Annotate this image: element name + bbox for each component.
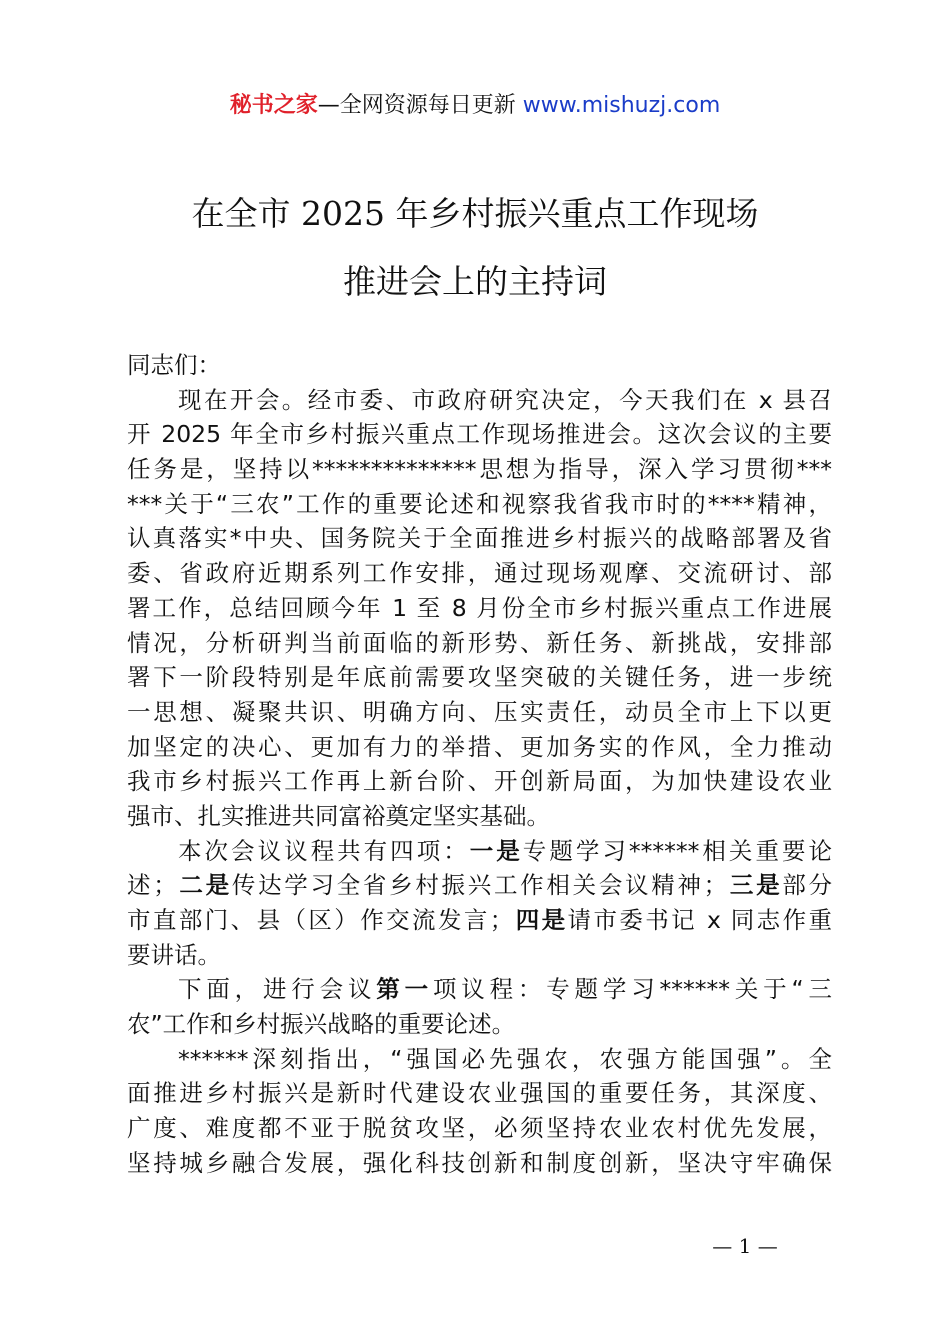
doc-body [127, 348, 832, 1181]
p1-line: 一思想、凝聚共识、明确方向、压实责任，动员全市上下以更 [127, 697, 832, 726]
p1-line: 署下一阶段特别是年底前需要攻坚突破的关键任务，进一步统 [127, 663, 832, 692]
tagline: —全网资源每日更新 [317, 93, 523, 118]
paragraph-2-line [127, 903, 832, 938]
paragraph-4 [127, 1042, 832, 1181]
bold-text: 一是 [469, 836, 523, 865]
p1-line: 任务是，坚持以**************思想为指导，深入学习贯彻*** [127, 455, 832, 484]
p4-line: 广度、难度都不亚于脱贫攻坚，必须坚持农业农村优先发展， [127, 1114, 832, 1143]
paragraph-2-line: 要讲话。 [127, 940, 221, 969]
text: 专题学习******相关重要论 [522, 836, 833, 865]
text: 述； [127, 871, 177, 900]
bold-text: 第一 [376, 975, 433, 1004]
paragraph-1 [127, 383, 832, 834]
salutation: 同志们： [127, 351, 221, 379]
page-number: — 1 — [712, 1234, 778, 1258]
text: 本次会议议程共有四项： [178, 836, 470, 865]
doc-title-line-2: 推进会上的主持词 [343, 262, 607, 301]
text: 下面，进行会议 [178, 975, 377, 1004]
text: 部分 [782, 871, 833, 900]
p1-line: 强市、扎实推进共同富裕奠定坚实基础。 [127, 801, 550, 830]
p4-line: 坚持城乡融合发展，强化科技创新和制度创新，坚决守牢确保 [127, 1148, 832, 1177]
p1-line: 认真落实*中央、国务院关于全面推进乡村振兴的战略部署及省 [127, 524, 832, 553]
paragraph-2-line [127, 868, 832, 903]
p1-line: 我市乡村振兴工作再上新台阶、开创新局面，为加快建设农业 [127, 767, 832, 796]
bold-text: 四是 [513, 906, 568, 934]
bold-text: 二是 [176, 871, 232, 900]
text: 项议程：专题学习******关于“三 [432, 975, 833, 1004]
doc-title-line-1: 在全市 2025 年乡村振兴重点工作现场 [191, 194, 759, 233]
p1-line: ***关于“三农”工作的重要论述和视察我省我市时的****精神， [127, 489, 832, 518]
p1-line: 署工作，总结回顾今年 1 至 8 月份全市乡村振兴重点工作进展 [127, 593, 832, 622]
p1-line: 开 2025 年全市乡村振兴重点工作现场推进会。这次会议的主要 [127, 420, 832, 449]
p4-line: ******深刻指出，“强国必先强农，农强方能国强”。全 [178, 1044, 832, 1073]
site-banner [0, 88, 950, 119]
p1-line: 现在开会。经市委、市政府研究决定，今天我们在 x 县召 [178, 385, 832, 414]
p1-line: 委、省政府近期系列工作安排，通过现场观摩、交流研讨、部 [127, 559, 832, 588]
p4-line: 面推进乡村振兴是新时代建设农业强国的重要任务，其深度、 [127, 1079, 832, 1108]
bold-text: 三是 [727, 871, 783, 900]
p1-line: 加坚定的决心、更加有力的举措、更加务实的作风，全力推动 [127, 732, 832, 761]
text: 传达学习全省乡村振兴工作相关会议精神； [231, 871, 728, 900]
paragraph-2-line [127, 834, 832, 869]
brand-name: 秘书之家 [229, 93, 318, 118]
paragraph-3-line: 农”工作和乡村振兴战略的重要论述。 [127, 1010, 516, 1039]
text: 市直部门、县（区）作交流发言； [127, 906, 514, 934]
text: 请市委书记 x 同志作重 [567, 906, 833, 934]
p1-line: 情况，分析研判当前面临的新形势、新任务、新挑战，安排部 [127, 628, 832, 657]
paragraph-3-line [127, 972, 832, 1007]
site-url[interactable]: www.mishuzj.com [522, 93, 721, 118]
